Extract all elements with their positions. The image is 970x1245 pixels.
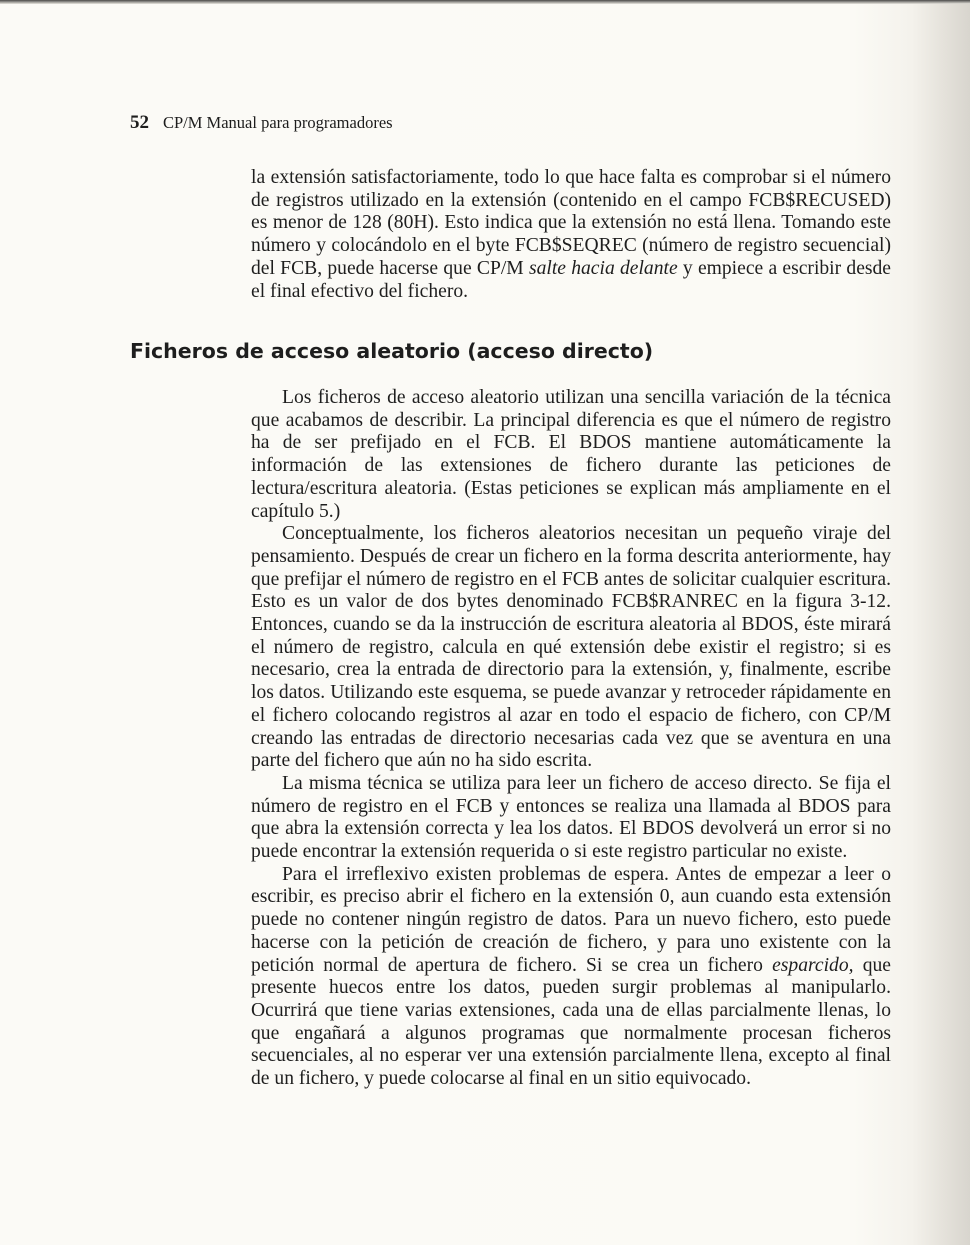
section-heading: Ficheros de acceso aleatorio (acceso directo) <box>130 339 654 363</box>
emphasis-text: salte hacia delante <box>528 257 678 279</box>
text-run: Para el irreflexivo existen problemas de espera. Antes de empezar a leer o escribir, es preciso abrir el fichero en la extensión 0, aun cuando esta extensión puede no contener ningún registro de datos. Para un nuevo fichero, esto puede hacerse con la petición de creación de fichero, y para uno existente con la petición normal de apertura de fichero. Si se crea un fichero <box>251 863 891 976</box>
text-run: Conceptualmente, los ficheros aleatorios necesitan un pequeño viraje del pensamiento. Después de crear un fichero en la forma descrita anteriormente, hay que prefijar el número de registro en el FCB antes de solicitar cualquier escritura. Esto es un valor de dos bytes denominado FCB$RANREC en la figura 3-12. Entonces, cuando se da la instrucción de escritura aleatoria al BDOS, éste mirará el número de registro, calcula en qué extensión debe existir el registro; si es necesario, crea la entrada de directorio para la extensión, y, finalmente, escribe los datos. Utilizando este esquema, se puede avanzar y retroceder rápidamente en el fichero colocando registros al azar en todo el espacio de fichero, con CP/M creando las entradas de directorio necesarias cada vez que se aventura en una parte del fichero que aún no ha sido escrita. <box>251 523 891 772</box>
running-header <box>130 112 393 134</box>
running-title: CP/M Manual para programadores <box>163 113 393 132</box>
page-number: 52 <box>130 112 149 133</box>
intro-paragraph <box>251 167 891 303</box>
text-run: la extensión satisfactoriamente, todo lo que hace falta es comprobar si el número de registros utilizado en la extensión (contenido en el campo FCB$RECUSED) es menor de 128 (80H). Esto indica que la extensión no está llena. Tomando este número y colocándolo en el byte FCB$SEQREC (número de registro secuencial) del FCB, puede hacerse que CP/M <box>251 167 891 279</box>
text-run: Los ficheros de acceso aleatorio utilizan una sencilla variación de la técnica que acabamos de describir. La principal diferencia es que el número de registro ha de ser prefijado en el FCB. El BDOS mantiene automáticamente la información de las extensiones de fichero durante las peticiones de lectura/escritura aleatoria. (Estas peticiones se explican más ampliamente en el capítulo 5.) <box>251 387 891 522</box>
body-paragraph <box>251 773 891 864</box>
emphasis-text: esparcido, <box>772 954 854 976</box>
body-paragraph <box>251 864 891 1091</box>
section-body <box>251 387 891 1091</box>
text-run: que presente huecos entre los datos, pueden surgir problemas al manipularlo. Ocurrirá que tiene varias extensiones, cada una de ellas parcialmente llenas, lo que engañará a algunos programas que normalmente procesan ficheros secuenciales, al no esperar ver una extensión parcialmente llena, excepto al final de un fichero, y puede colocarse al final en un sitio equivocado. <box>251 954 891 1090</box>
text-run: La misma técnica se utiliza para leer un fichero de acceso directo. Se fija el número de registro en el FCB y entonces se realiza una llamada al BDOS para que abra la extensión correcta y lea los datos. El BDOS devolverá un error si no puede encontrar la extensión requerida o si este registro particular no existe. <box>251 772 891 863</box>
scan-edge-shadow <box>0 0 970 4</box>
body-paragraph <box>251 523 891 773</box>
body-paragraph <box>251 387 891 523</box>
text-run: y empiece a escribir desde el final efectivo del fichero. <box>251 257 892 302</box>
